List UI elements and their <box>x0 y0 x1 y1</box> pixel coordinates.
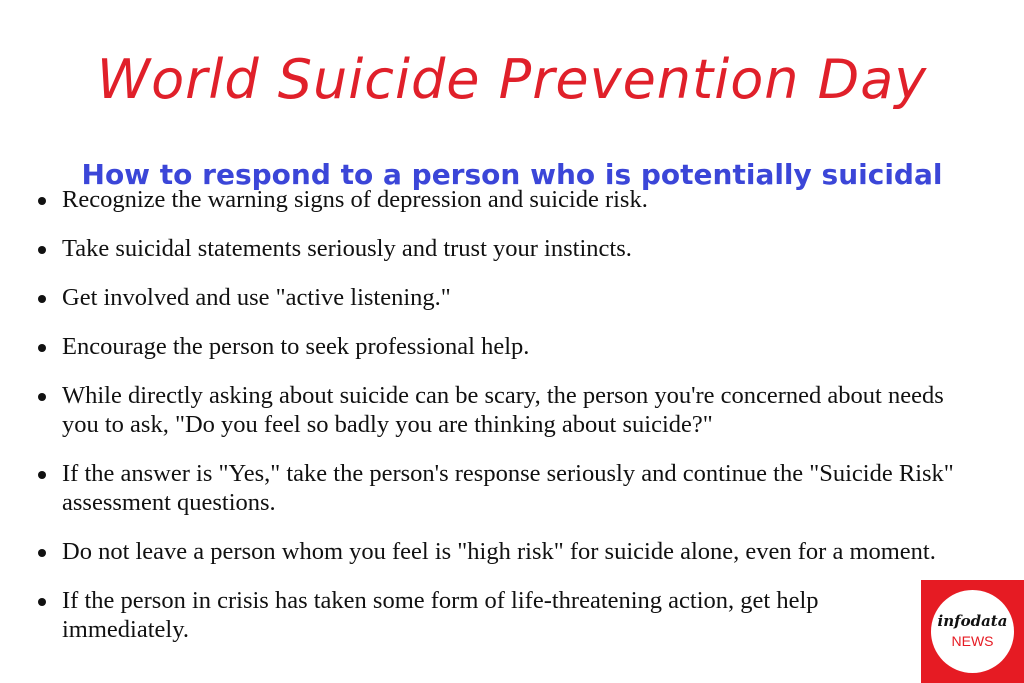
page-title: World Suicide Prevention Day <box>96 48 928 112</box>
bullet-icon <box>38 598 46 606</box>
bullet-icon <box>38 549 46 557</box>
infodata-news-logo <box>921 580 1024 683</box>
list-item <box>20 537 980 566</box>
tip-text: While directly asking about suicide can be scary, the person you're concerned about needs you to ask, "Do you feel so badly you are thinking about suicide?" <box>62 382 944 438</box>
list-item <box>20 185 980 214</box>
tip-text: Recognize the warning signs of depression and suicide risk. <box>62 186 648 213</box>
tip-text: Take suicidal statements seriously and trust your instincts. <box>62 235 632 262</box>
bullet-icon <box>38 246 46 254</box>
logo-circle <box>931 590 1014 673</box>
logo-tag: NEWS <box>951 633 994 649</box>
tips-list <box>20 185 980 664</box>
bullet-icon <box>38 471 46 479</box>
tip-text: Encourage the person to seek professional help. <box>62 333 530 360</box>
list-item <box>20 381 980 439</box>
tip-text: Get involved and use "active listening." <box>62 284 451 311</box>
tip-text: If the person in crisis has taken some form of life-threatening action, get help immediately. <box>62 587 819 643</box>
section-heading: How to respond to a person who is potentially suicidal <box>81 158 943 192</box>
bullet-icon <box>38 344 46 352</box>
tip-text: If the answer is "Yes," take the person's response seriously and continue the "Suicide Risk" assessment questions. <box>62 460 954 516</box>
tip-text: Do not leave a person whom you feel is "high risk" for suicide alone, even for a moment. <box>62 538 936 565</box>
list-item <box>20 459 980 517</box>
bullet-icon <box>38 393 46 401</box>
list-item <box>20 283 980 312</box>
list-item <box>20 332 980 361</box>
bullet-icon <box>38 295 46 303</box>
list-item <box>20 586 980 644</box>
logo-wordmark: infodata <box>937 612 1008 630</box>
bullet-icon <box>38 197 46 205</box>
list-item <box>20 234 980 263</box>
